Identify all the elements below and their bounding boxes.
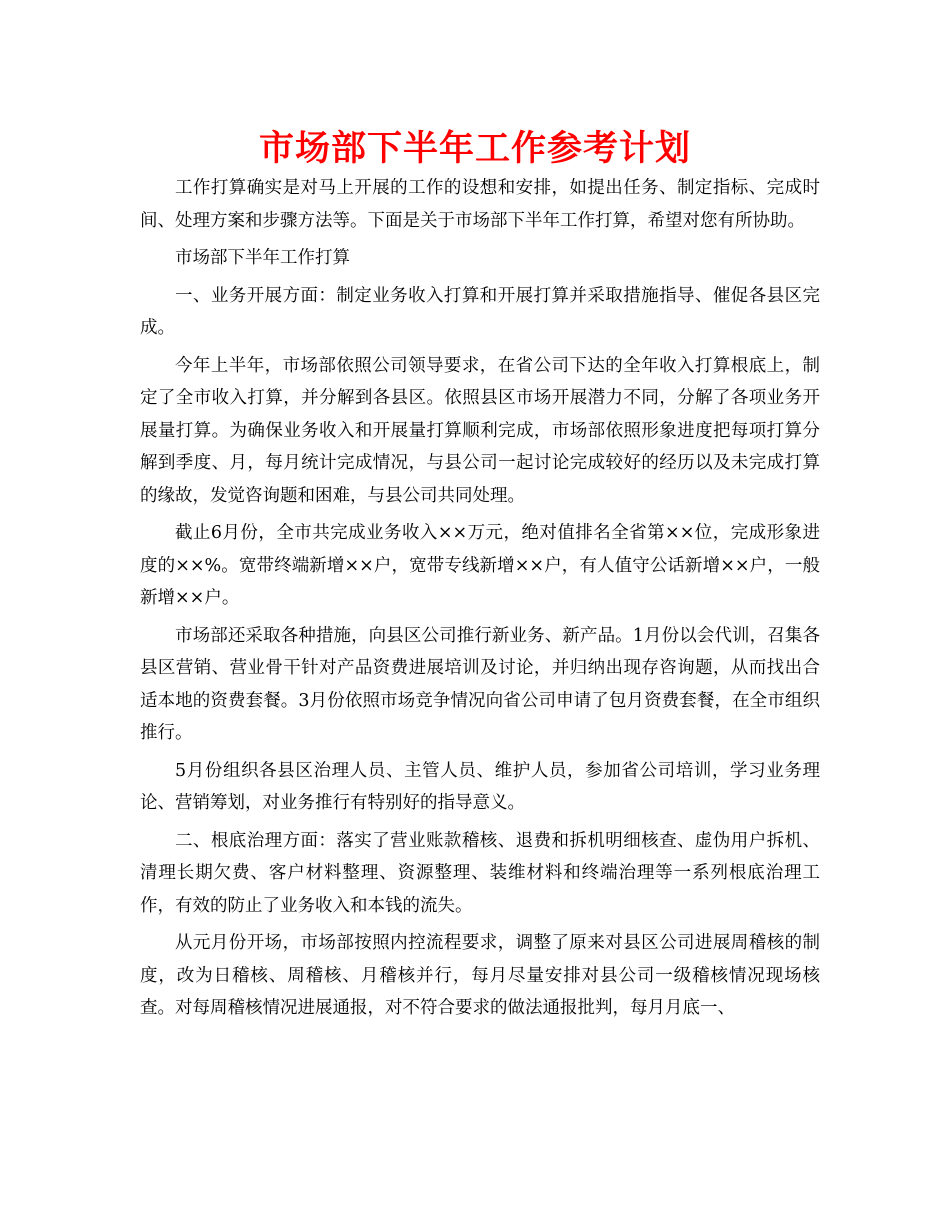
paragraph: 截止6月份，全市共完成业务收入××万元，绝对值排名全省第××位，完成形象进度的××%。宽带终端新增××户，宽带专线新增××户，有人值守公话新增××户，一般新增××户。 <box>140 523 820 608</box>
paragraph: 市场部还采取各种措施，向县区公司推行新业务、新产品。1月份以会代训，召集各县区营销、营业骨干针对产品资费进展培训及讨论，并归纳出现存咨询题，从而找出合适本地的资费套餐。3月份依照市场竞争情况向省公司申请了包月资费套餐，在全市组织推行。 <box>140 625 820 743</box>
paragraph: 二、根底治理方面：落实了营业账款稽核、退费和拆机明细核查、虚伪用户拆机、清理长期欠费、客户材料整理、资源整理、装维材料和终端治理等一系列根底治理工作，有效的防止了业务收入和本钱的流失。 <box>140 830 820 916</box>
document-body <box>140 172 820 1030</box>
paragraph: 从元月份开场，市场部按照内控流程要求，调整了原来对县区公司进展周稽核的制度，改为日稽核、周稽核、月稽核并行，每月尽量安排对县公司一级稽核情况现场核查。对每周稽核情况进展通报，对不符合要求的做法通报批判，每月月底一、 <box>140 933 820 1018</box>
paragraph: 一、业务开展方面：制定业务收入打算和开展打算并采取措施指导、催促各县区完成。 <box>140 285 820 338</box>
paragraph: 工作打算确实是对马上开展的工作的设想和安排，如提出任务、制定指标、完成时间、处理方案和步骤方法等。下面是关于市场部下半年工作打算，希望对您有所协助。 <box>140 178 820 231</box>
paragraph: 今年上半年，市场部依照公司领导要求，在省公司下达的全年收入打算根底上，制定了全市收入打算，并分解到各县区。依照县区市场开展潜力不同，分解了各项业务开展量打算。为确保业务收入和开展量打算顺利完成，市场部依照形象进度把每项打算分解到季度、月，每月统计完成情况，与县公司一起讨论完成较好的经历以及未完成打算的缘故，发觉咨询题和困难，与县公司共同处理。 <box>140 355 820 506</box>
paragraph: 5月份组织各县区治理人员、主管人员、维护人员，参加省公司培训，学习业务理论、营销筹划，对业务推行有特别好的指导意义。 <box>140 760 820 813</box>
paragraph: 市场部下半年工作打算 <box>175 248 350 268</box>
document-title: 市场部下半年工作参考计划 <box>258 129 691 169</box>
